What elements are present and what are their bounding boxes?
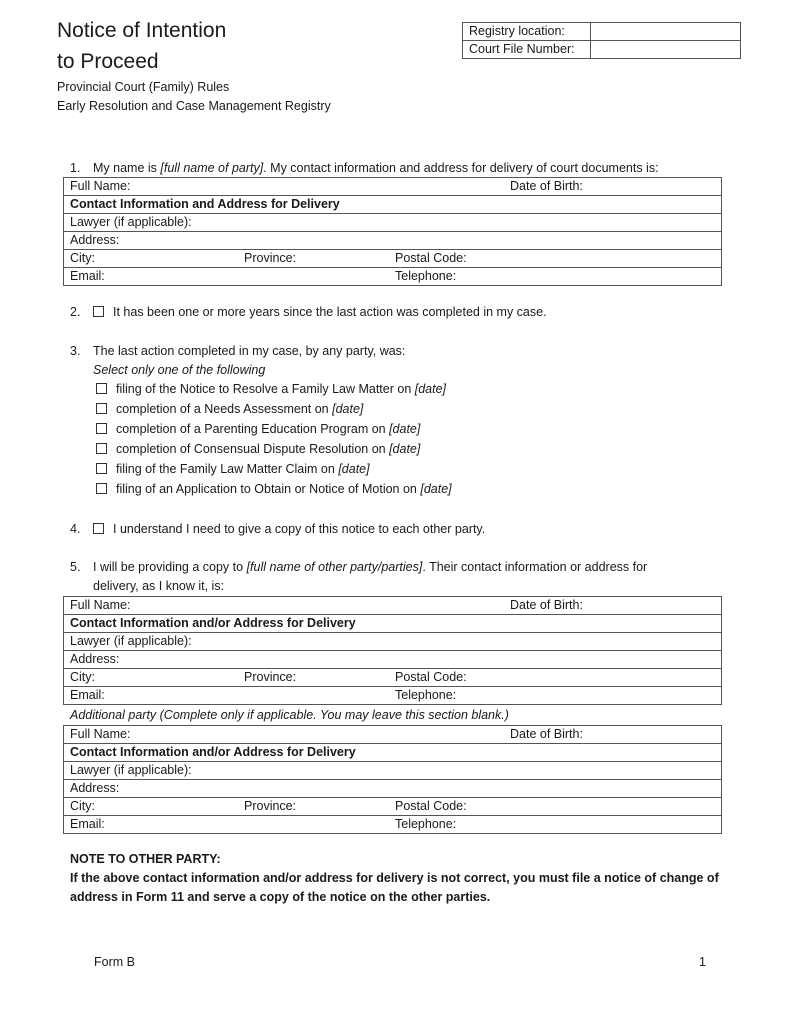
date-placeholder[interactable]: [date]: [389, 442, 421, 456]
province-label: Province:: [244, 251, 297, 265]
lawyer-field[interactable]: [64, 762, 722, 780]
form-subtitle-registry: Early Resolution and Case Management Registry: [57, 99, 331, 113]
email-telephone-field[interactable]: [64, 268, 722, 286]
item-number: 1.: [70, 161, 81, 175]
additional-party-note-text: Additional party (Complete only if applicable. You may leave this section blank.): [70, 708, 509, 722]
checkbox[interactable]: [96, 483, 107, 494]
court-file-number-label: Court File Number:: [463, 41, 591, 59]
form-title-line2: to Proceed: [57, 50, 159, 73]
form-label: Form B: [94, 955, 135, 969]
item-3-text: The last action completed in my case, by any party, was:: [93, 344, 406, 358]
address-field[interactable]: [64, 651, 722, 669]
additional-party-contact-table: [63, 725, 722, 834]
note-body: If the above contact information and/or address for delivery is not correct, you must file a notice of change of address in Form 11 and serve a copy of the notice on the other parties.: [70, 871, 719, 904]
option-text: completion of a Needs Assessment on: [116, 402, 333, 416]
lawyer-label: Lawyer (if applicable):: [70, 763, 192, 777]
registry-location-label: Registry location:: [463, 23, 591, 41]
postal-code-label: Postal Code:: [395, 670, 467, 684]
telephone-label: Telephone:: [395, 269, 457, 283]
party-name-placeholder[interactable]: [full name of party]: [160, 161, 264, 175]
option-text: completion of Consensual Dispute Resolution on: [116, 442, 390, 456]
checkbox[interactable]: [96, 383, 107, 394]
option-text: filing of an Application to Obtain or Notice of Motion on: [116, 482, 421, 496]
form-subtitle-rules: Provincial Court (Family) Rules: [57, 80, 230, 94]
item-4: [70, 520, 485, 538]
item-5-text-end: . Their contact information or address for: [422, 560, 648, 574]
lawyer-field[interactable]: [64, 214, 722, 232]
full-name-field[interactable]: [64, 597, 722, 615]
item-number: 5.: [70, 560, 81, 574]
instruction-text: Select only one of the following: [93, 363, 266, 377]
additional-party-note: [70, 706, 509, 724]
item-number: 3.: [70, 344, 81, 358]
other-party-contact-table: [63, 596, 722, 705]
dob-label: Date of Birth:: [510, 179, 583, 193]
address-label: Address:: [70, 652, 120, 666]
page-number: 1: [699, 955, 706, 969]
item-1-text: My name is: [93, 161, 161, 175]
email-label: Email:: [70, 688, 105, 702]
date-placeholder[interactable]: [date]: [414, 382, 447, 396]
checkbox[interactable]: [96, 403, 107, 414]
full-name-field[interactable]: [64, 726, 722, 744]
city-province-postal-field[interactable]: [64, 798, 722, 816]
city-label: City:: [70, 670, 95, 684]
item-4-text: I understand I need to give a copy of this notice to each other party.: [113, 522, 486, 536]
email-telephone-field[interactable]: [64, 687, 722, 705]
item-5: [70, 558, 647, 576]
form-title-line1: Notice of Intention: [57, 19, 227, 42]
postal-code-label: Postal Code:: [395, 799, 467, 813]
registry-box: [462, 22, 741, 59]
full-name-label: Full Name:: [70, 179, 131, 193]
city-province-postal-field[interactable]: [64, 669, 722, 687]
lawyer-label: Lawyer (if applicable):: [70, 215, 192, 229]
address-field[interactable]: [64, 232, 722, 250]
date-placeholder[interactable]: [date]: [338, 462, 370, 476]
contact-heading: Contact Information and Address for Delivery: [64, 196, 722, 214]
email-label: Email:: [70, 269, 105, 283]
dob-label: Date of Birth:: [510, 598, 583, 612]
item-3: [70, 342, 405, 360]
dob-label: Date of Birth:: [510, 727, 583, 741]
item-number: 4.: [70, 522, 81, 536]
city-label: City:: [70, 251, 95, 265]
registry-location-field[interactable]: [591, 23, 741, 41]
option-notice-to-resolve[interactable]: [96, 380, 446, 398]
option-consensual-dispute[interactable]: [96, 440, 420, 458]
full-name-field[interactable]: [64, 178, 722, 196]
full-name-label: Full Name:: [70, 598, 131, 612]
checkbox[interactable]: [96, 423, 107, 434]
item-3-instruction: [93, 361, 265, 379]
address-label: Address:: [70, 781, 120, 795]
telephone-label: Telephone:: [395, 817, 457, 831]
option-text: filing of the Family Law Matter Claim on: [116, 462, 339, 476]
lawyer-label: Lawyer (if applicable):: [70, 634, 192, 648]
option-application-motion[interactable]: [96, 480, 452, 498]
address-label: Address:: [70, 233, 120, 247]
option-needs-assessment[interactable]: [96, 400, 363, 418]
checkbox[interactable]: [96, 443, 107, 454]
party-contact-table: [63, 177, 722, 286]
other-party-name-placeholder[interactable]: [full name of other party/parties]: [246, 560, 423, 574]
option-text: completion of a Parenting Education Program on: [116, 422, 390, 436]
option-text: filing of the Notice to Resolve a Family Law Matter on: [116, 382, 415, 396]
item-2-text: It has been one or more years since the last action was completed in my case.: [113, 305, 547, 319]
note-heading: NOTE TO OTHER PARTY:: [70, 852, 221, 866]
city-province-postal-field[interactable]: [64, 250, 722, 268]
province-label: Province:: [244, 799, 297, 813]
telephone-label: Telephone:: [395, 688, 457, 702]
checkbox[interactable]: [96, 463, 107, 474]
full-name-label: Full Name:: [70, 727, 131, 741]
item-number: 2.: [70, 305, 81, 319]
item-2: [70, 303, 547, 321]
checkbox[interactable]: [93, 306, 104, 317]
item-1-text-end: . My contact information and address for delivery of court documents is:: [263, 161, 659, 175]
city-label: City:: [70, 799, 95, 813]
date-placeholder[interactable]: [date]: [389, 422, 421, 436]
item-1: [70, 159, 659, 177]
option-parenting-education[interactable]: [96, 420, 420, 438]
option-family-law-claim[interactable]: [96, 460, 370, 478]
lawyer-field[interactable]: [64, 633, 722, 651]
address-field[interactable]: [64, 780, 722, 798]
item-5-line2: delivery, as I know it, is:: [93, 579, 225, 593]
email-label: Email:: [70, 817, 105, 831]
province-label: Province:: [244, 670, 297, 684]
email-telephone-field[interactable]: [64, 816, 722, 834]
item-5-text: I will be providing a copy to: [93, 560, 247, 574]
checkbox[interactable]: [93, 523, 104, 534]
date-placeholder[interactable]: [date]: [420, 482, 452, 496]
contact-heading: Contact Information and/or Address for Delivery: [64, 615, 722, 633]
court-file-number-field[interactable]: [591, 41, 741, 59]
postal-code-label: Postal Code:: [395, 251, 467, 265]
date-placeholder[interactable]: [date]: [332, 402, 364, 416]
contact-heading: Contact Information and/or Address for Delivery: [64, 744, 722, 762]
